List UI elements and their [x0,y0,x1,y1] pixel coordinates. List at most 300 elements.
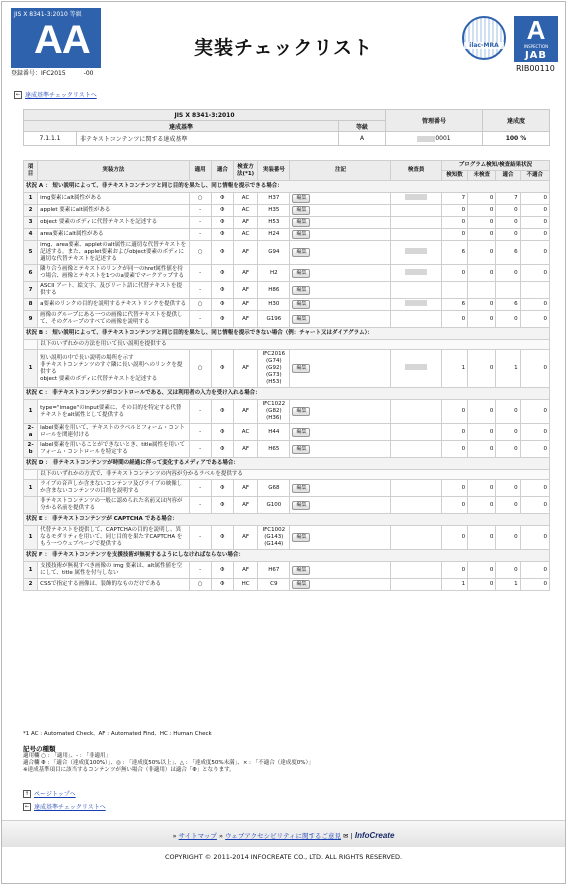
row-method: 短い説明の中で長い説明の場所を示す 非テキストコンテンツのすぐ隣に長い説明へのリンクを提供する object 要素のボディに代替テキストを記述する [38,350,189,388]
row-item-no: 1 [24,350,38,388]
row-item-no: 7 [24,282,38,299]
row-method: a要素のリンクの目的を説明するテキストリンクを提供する [38,299,189,311]
table-row [24,282,550,299]
row-detected: 0 [441,526,467,550]
table-row [24,480,550,497]
table-row [24,526,550,550]
row-apply: - [189,480,211,497]
mail-icon: ✉ [343,832,349,840]
row-detected: 0 [441,217,467,229]
row-ok: 0 [496,497,520,514]
section-title: 状況 E ： 非テキストコンテンツが CAPTCHA である場合： [24,514,550,526]
summary-col-level: 等級 [339,121,386,132]
edit-button[interactable]: 編集 [292,533,310,542]
registration-number: 登録番号：IFC2015 -00 [11,70,94,77]
row-note-cell [290,282,391,299]
bullet-icon: » [172,832,179,840]
row-detected: 0 [441,400,467,424]
edit-button[interactable]: 編集 [292,580,310,589]
back-to-criteria-link-top[interactable]: 達成基準チェックリストへ [25,92,97,99]
table-row [24,579,550,591]
row-apply: ○ [189,241,211,265]
row-detected: 0 [441,229,467,241]
edit-button[interactable]: 編集 [292,269,310,278]
row-impl-no: H30 [258,299,290,311]
row-impl-no: H67 [258,562,290,579]
conform-legend: 適合欄 Φ : 「適合（達成度100%）」、◎ : 「達成度50%以上」、△ : 「達成度50%未満」、× : 「不適合（達成度0%）」 [23,760,314,766]
row-note-cell [290,241,391,265]
summary-mgmt-no: 0001 [386,132,483,146]
row-detected: 0 [441,265,467,282]
row-ng: 0 [520,299,549,311]
row-method: 非テキストコンテンツの一般に認められた名前又は内容が分かる名前を提供する [38,497,189,514]
row-inspector [391,424,441,441]
row-inspector [391,480,441,497]
row-unchecked: 0 [468,400,496,424]
row-ok: 1 [496,350,520,388]
section-title: 状況 A ： 短い説明によって、非テキストコンテンツと同じ目的を果たし、同じ情報を提示できる場合： [24,181,550,193]
accessibility-feedback-link[interactable]: ウェブアクセシビリティに関するご意見 [225,832,341,840]
edit-button[interactable]: 編集 [292,364,310,373]
row-inspector [391,400,441,424]
row-note-cell [290,193,391,205]
row-unchecked: 0 [468,441,496,458]
page-header [2,2,565,82]
summary-col-criterion: 達成基準 [24,121,339,132]
row-inspector [391,265,441,282]
row-ok: 0 [496,480,520,497]
summary-rate: 100 % [483,132,550,146]
row-impl-no: G94 [258,241,290,265]
row-apply: ○ [189,299,211,311]
row-item-no: 1 [24,193,38,205]
edit-button[interactable]: 編集 [292,428,310,437]
redacted-inspector [405,194,427,200]
section-note: 以下のいずれかの方法を用いて長い説明を提供する [38,340,550,350]
row-check-method: AF [233,497,257,514]
section-title: 状況 C ： 非テキストコンテンツがコントロールである、又は利用者の入力を受け入れる場合： [24,388,550,400]
row-ng: 0 [520,497,549,514]
row-ok: 0 [496,265,520,282]
footer-links [2,831,565,840]
row-check-method: AF [233,562,257,579]
summary-criterion-no: 7.1.1.1 [24,132,77,146]
redacted-inspector [405,300,427,306]
summary-jis: JIS X 8341-3:2010 [24,110,386,121]
row-conform: Φ [211,562,233,579]
checklist-body [24,181,550,591]
summary-col-mgmt: 管理番号 [386,110,483,132]
row-ok: 1 [496,579,520,591]
table-row [24,299,550,311]
row-check-method: HC [233,579,257,591]
row-ng: 0 [520,205,549,217]
col-item: 項目 [24,161,38,181]
row-note-cell [290,497,391,514]
row-item-no: 1 [24,400,38,424]
col-program-status: プログラム検知/検査結果状況 [441,161,549,171]
non-applicable-note: ※達成基準項目に該当するコンテンツが無い場合（非適用）は適合「Φ」となります。 [23,767,235,773]
section-title: 状況 F ： 非テキストコンテンツを支援技術が無視するようにしなければならない場合： [24,550,550,562]
page [1,1,566,884]
row-unchecked: 0 [468,562,496,579]
ilac-mra-logo [462,16,506,60]
row-apply: - [189,205,211,217]
row-item-no [24,497,38,514]
row-item-no: 1 [24,480,38,497]
row-item-no: 2-a [24,424,38,441]
redacted-inspector [405,364,427,370]
back-link-top-row [14,90,97,99]
row-check-method: AF [233,400,257,424]
row-conform: Φ [211,497,233,514]
edit-button[interactable]: 編集 [292,248,310,257]
footnotes [23,731,314,774]
row-method: applet 要素にalt属性がある [38,205,189,217]
row-inspector [391,241,441,265]
row-ng: 0 [520,229,549,241]
row-apply: - [189,497,211,514]
apply-legend: 適用欄 ○ : 「適用」、- : 「非適用」 [23,753,111,759]
row-inspector [391,217,441,229]
row-ok: 0 [496,400,520,424]
row-method: 代替テキストを提供して、CAPTCHAの目的を説明し、異なるモダリティを用いて、同じ目的を果たすCAPTCHA をもう一つウェブページで提供する [38,526,189,550]
sitemap-link[interactable]: サイトマップ [178,832,217,840]
row-check-method: AC [233,424,257,441]
row-ng [520,282,549,299]
row-method: type="image"のinput要素に、その目的を特定する代替テキストをalt属性として提供する [38,400,189,424]
row-method: 隣り合う画像とテキストのリンクが同一のhref属性値を持つ場合、画像とテキストを1つのa要素でマークアップする [38,265,189,282]
table-row [24,241,550,265]
row-impl-no: H2 [258,265,290,282]
row-note-cell [290,441,391,458]
row-apply: - [189,424,211,441]
bullet-icon: » [219,832,226,840]
row-inspector [391,526,441,550]
row-ng: 0 [520,441,549,458]
redacted-inspector [405,248,427,254]
row-unchecked: 0 [468,480,496,497]
row-note-cell [290,480,391,497]
row-detected [441,282,467,299]
row-check-method: AF [233,282,257,299]
section-header [24,328,550,340]
row-ng: 0 [520,265,549,282]
col-detected: 検知数 [441,171,467,181]
row-ok: 7 [496,193,520,205]
row-note-cell [290,350,391,388]
ilac-mra-label: ilac-MRA [464,42,504,49]
jab-a-mark: A [526,15,546,45]
row-note-cell [290,299,391,311]
row-conform: Φ [211,480,233,497]
row-note-cell [290,424,391,441]
row-ng: 0 [520,217,549,229]
col-check: 検査方法(*1) [233,161,257,181]
row-method: CSSで指定する画像は、装飾的なものだけである [38,579,189,591]
row-unchecked: 0 [468,311,496,328]
table-row [24,229,550,241]
summary-criterion-name: 非テキストコンテンツに関する達成基準 [77,132,339,146]
row-conform: Φ [211,217,233,229]
arrow-left-icon: ← [24,803,30,810]
col-method: 実装方法 [38,161,189,181]
row-item-no: 3 [24,217,38,229]
row-conform: Φ [211,311,233,328]
row-check-method: AF [233,441,257,458]
row-detected: 1 [441,350,467,388]
row-check-method: AF [233,217,257,229]
row-ng: 0 [520,424,549,441]
row-conform: Φ [211,424,233,441]
row-ng: 0 [520,562,549,579]
row-apply: ○ [189,579,211,591]
row-conform: Φ [211,526,233,550]
row-impl-no: H35 [258,205,290,217]
row-ok: 0 [496,562,520,579]
section-header [24,181,550,193]
row-apply: - [189,526,211,550]
page-top-row [23,789,76,798]
row-ok: 0 [496,205,520,217]
page-top-link[interactable]: ページトップへ [34,791,76,798]
row-conform: Φ [211,441,233,458]
col-inspector: 検査員 [391,161,441,181]
row-ok: 0 [496,441,520,458]
table-row [24,205,550,217]
row-detected: 7 [441,193,467,205]
row-impl-no: IFC1002 (G143) (G144) [258,526,290,550]
row-check-method: AC [233,193,257,205]
row-conform: Φ [211,241,233,265]
redacted-inspector [405,269,427,275]
row-note-cell [290,229,391,241]
table-row [24,497,550,514]
row-conform: Φ [211,282,233,299]
row-check-method: AC [233,229,257,241]
row-inspector [391,205,441,217]
row-unchecked: 0 [468,424,496,441]
row-apply: - [189,282,211,299]
row-ng: 0 [520,241,549,265]
jab-inspection-label: INSPECTION [523,44,549,49]
edit-button[interactable]: 編集 [292,300,310,309]
row-unchecked: 0 [468,217,496,229]
row-ok: 0 [496,229,520,241]
row-ng: 0 [520,400,549,424]
row-unchecked: 0 [468,229,496,241]
row-method: img、area要素、appletのalt属性に適切な代替テキストを記述する。また、applet要素およびobject要素のボディに適切な代替テキストを記述する [38,241,189,265]
section-header [24,458,550,470]
jab-code: RIB00110 [516,64,555,73]
row-detected: 6 [441,299,467,311]
row-item-no: 8 [24,299,38,311]
row-ok [496,282,520,299]
row-ok: 0 [496,424,520,441]
section-note-row [24,470,550,480]
row-item-no: 4 [24,229,38,241]
row-unchecked: 0 [468,299,496,311]
row-impl-no: G100 [258,497,290,514]
edit-button[interactable]: 編集 [292,206,310,215]
row-ok: 0 [496,311,520,328]
row-ng: 0 [520,311,549,328]
row-ng: 0 [520,579,549,591]
row-inspector [391,441,441,458]
table-row [24,562,550,579]
table-row [24,350,550,388]
row-ok: 6 [496,299,520,311]
section-note: 以下のいずれかの方式で、非テキストコンテンツの内容が分かるラベルを提供する [38,470,550,480]
edit-button[interactable]: 編集 [292,218,310,227]
criterion-summary-table [23,109,550,146]
table-row [24,217,550,229]
col-impl-no: 実装番号 [258,161,290,181]
row-apply: - [189,311,211,328]
table-row [24,265,550,282]
row-apply: - [189,562,211,579]
row-inspector [391,229,441,241]
row-unchecked [468,282,496,299]
row-conform: Φ [211,400,233,424]
row-note-cell [290,205,391,217]
row-method: label要素を用いて、テキストのラベルとフォーム・コントロールを関連付ける [38,424,189,441]
row-apply: - [189,441,211,458]
row-check-method: AF [233,299,257,311]
row-inspector [391,497,441,514]
row-check-method: AF [233,526,257,550]
row-apply: - [189,400,211,424]
row-method: img要素にalt属性がある [38,193,189,205]
row-impl-no: C9 [258,579,290,591]
section-note-spacer [24,470,38,480]
row-apply: ○ [189,193,211,205]
row-ng: 0 [520,350,549,388]
row-method: ライブの音声しか含まないコンテンツ及びライブの映像しか含まないコンテンツの目的を説明する [38,480,189,497]
row-method: 画像のグループにある一つの画像に代替テキストを提供して、そのグループのすべての画像を説明する [38,311,189,328]
row-detected: 0 [441,480,467,497]
row-unchecked: 0 [468,193,496,205]
badge-level: AA [34,18,90,62]
row-impl-no: G68 [258,480,290,497]
back-to-criteria-link-bottom[interactable]: 達成基準チェックリストへ [34,804,106,811]
section-note-row [24,340,550,350]
edit-button[interactable]: 編集 [292,230,310,239]
row-ng: 0 [520,193,549,205]
infocreate-logo: InfoCreate [354,831,395,840]
col-apply: 適用 [189,161,211,181]
row-detected: 0 [441,441,467,458]
col-ok: 適合 [496,171,520,181]
row-impl-no: H86 [258,282,290,299]
row-conform: Φ [211,229,233,241]
row-note-cell [290,562,391,579]
row-inspector [391,282,441,299]
row-item-no: 2 [24,205,38,217]
row-impl-no: H65 [258,441,290,458]
row-inspector [391,350,441,388]
row-note-cell [290,579,391,591]
row-impl-no: IFC1022 (G82) (H36) [258,400,290,424]
row-check-method: AF [233,265,257,282]
row-detected: 0 [441,205,467,217]
table-row [24,193,550,205]
section-header [24,514,550,526]
row-conform: Φ [211,350,233,388]
jab-name: JAB [524,50,548,61]
table-row [24,424,550,441]
row-ok: 6 [496,241,520,265]
row-inspector [391,193,441,205]
row-detected: 1 [441,579,467,591]
row-impl-no: IFC2016 (G74) (G92) (G73) (H53) [258,350,290,388]
row-check-method: AF [233,350,257,388]
row-note-cell [290,311,391,328]
row-ng: 0 [520,526,549,550]
divider: | [350,832,355,840]
table-row [24,311,550,328]
edit-button[interactable]: 編集 [292,501,310,510]
row-inspector [391,562,441,579]
summary-col-rate: 達成度 [483,110,550,132]
section-header [24,550,550,562]
row-unchecked: 0 [468,241,496,265]
back-link-bottom-row [23,802,106,811]
row-conform: Φ [211,579,233,591]
col-ng: 不適合 [520,171,549,181]
row-apply: - [189,229,211,241]
row-check-method: AC [233,205,257,217]
row-unchecked: 0 [468,350,496,388]
row-item-no: 5 [24,241,38,265]
row-ok: 0 [496,526,520,550]
row-apply: - [189,265,211,282]
section-header [24,388,550,400]
edit-button[interactable]: 編集 [292,194,310,203]
edit-button[interactable]: 編集 [292,566,310,575]
table-row [24,441,550,458]
row-inspector [391,579,441,591]
symbols-title: 記号の種類 [23,745,56,753]
section-title: 状況 B ： 短い説明によって、非テキストコンテンツと同じ目的を果たし、同じ情報を提示できない場合（例：チャート又はダイアグラム）： [24,328,550,340]
row-unchecked: 0 [468,579,496,591]
col-unchecked: 未検査 [468,171,496,181]
row-impl-no: G196 [258,311,290,328]
row-impl-no: H44 [258,424,290,441]
row-note-cell [290,526,391,550]
row-detected: 0 [441,497,467,514]
arrow-left-icon: ← [15,91,21,98]
section-note-spacer [24,340,38,350]
row-conform: Φ [211,205,233,217]
edit-button[interactable]: 編集 [292,484,310,493]
copyright: COPYRIGHT © 2011-2014 INFOCREATE CO., LTD. ALL RIGHTS RESERVED. [164,853,403,861]
row-item-no: 1 [24,526,38,550]
edit-button[interactable]: 編集 [292,445,310,454]
row-item-no: 6 [24,265,38,282]
edit-button[interactable]: 編集 [292,407,310,416]
row-item-no: 2-b [24,441,38,458]
row-unchecked: 0 [468,526,496,550]
row-apply: - [189,217,211,229]
edit-button[interactable]: 編集 [292,315,310,324]
edit-button[interactable]: 編集 [292,286,310,295]
summary-level: A [339,132,386,146]
row-method: object 要素のボディに代替テキストを記述する [38,217,189,229]
row-conform: Φ [211,193,233,205]
row-method: area要素にalt属性がある [38,229,189,241]
check-method-legend: *1 AC : Automated Check、AF : Automated Find、HC : Human Check [23,731,212,737]
